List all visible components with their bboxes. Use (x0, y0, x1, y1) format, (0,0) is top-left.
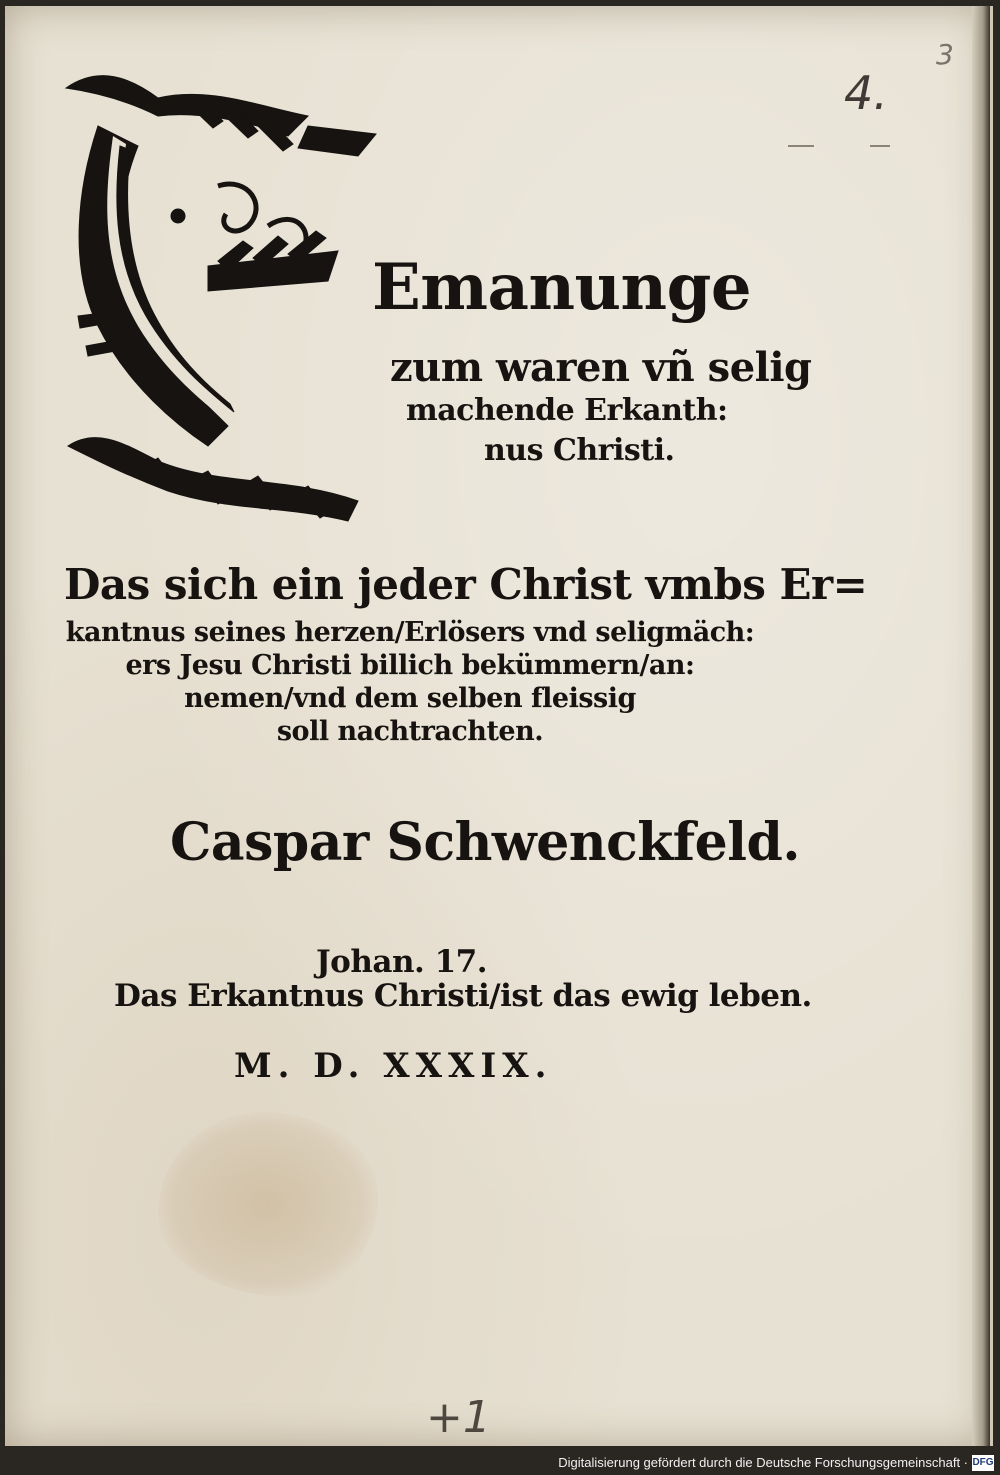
dfg-logo: DFG (972, 1455, 994, 1471)
body-line-2: kantnus seines herzen/Erlösers vnd seligmäch: (65, 617, 755, 648)
bottom-pencil-mark: +1 (426, 1392, 491, 1443)
scripture-quote: Das Erkantnus Christi/ist das ewig leben. (114, 978, 812, 1014)
publication-date: M. D. XXXIX. (234, 1046, 553, 1086)
author-name: Caspar Schwenckfeld. (170, 812, 800, 873)
title-line-2: zum waren vñ selig (390, 344, 812, 391)
folio-number: 4. (844, 66, 888, 120)
funding-credit: Digitalisierung gefördert durch die Deutsche Forschungsgemeinschaft · (558, 1455, 968, 1470)
body-line-3: ers Jesu Christi billich bekümmern/an: (125, 650, 695, 681)
water-stain (158, 1112, 378, 1297)
pencil-dash (788, 145, 814, 147)
title-line-3: machende Erkanth: (406, 393, 728, 428)
body-line-1: Das sich ein jeder Christ vmbs Er= (64, 560, 868, 609)
decorative-initial-e (58, 66, 388, 526)
title-line-4: nus Christi. (484, 433, 675, 468)
scripture-reference: Johan. 17. (316, 944, 488, 980)
folio-small-number: 3 (936, 38, 954, 71)
body-line-4: nemen/vnd dem selben fleissig (184, 683, 636, 714)
title-line-1: Emanunge (372, 250, 752, 325)
pencil-dash (870, 145, 890, 147)
page-edge (972, 6, 990, 1446)
body-line-5: soll nachtrachten. (276, 716, 544, 747)
